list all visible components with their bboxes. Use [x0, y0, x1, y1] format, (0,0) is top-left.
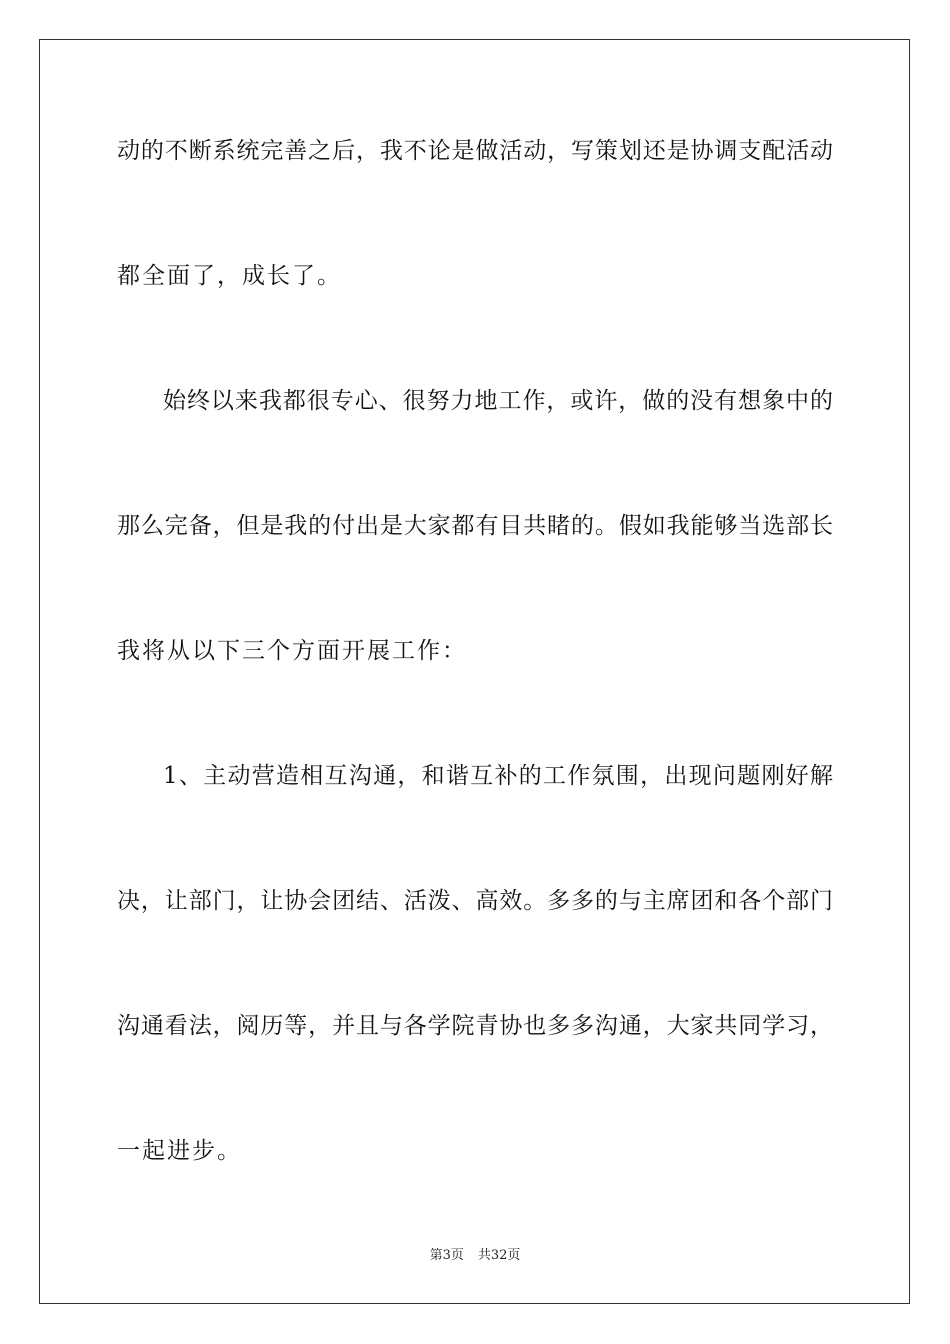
text-line-5: 我将从以下三个方面开展工作： — [117, 638, 467, 664]
text-line-7: 决，让部门，让协会团结、活泼、高效。多多的与主席团和各个部门 — [117, 888, 833, 914]
page-border — [39, 39, 910, 1304]
page-footer — [0, 1247, 950, 1265]
total-pages: 共32页 — [477, 1248, 521, 1263]
text-line-3: 始终以来我都很专心、很努力地工作，或许，做的没有想象中的 — [163, 388, 833, 414]
text-line-4: 那么完备，但是我的付出是大家都有目共睹的。假如我能够当选部长 — [117, 513, 833, 539]
text-line-9: 一起进步。 — [117, 1138, 242, 1164]
text-line-8: 沟通看法，阅历等，并且与各学院青协也多多沟通，大家共同学习， — [117, 1013, 833, 1039]
text-line-1: 动的不断系统完善之后，我不论是做活动，写策划还是协调支配活动 — [117, 138, 833, 164]
page-number: 第3页 — [429, 1248, 464, 1263]
text-line-6: 1、主动营造相互沟通，和谐互补的工作氛围，出现问题刚好解 — [163, 763, 833, 789]
text-line-2: 都全面了，成长了。 — [117, 263, 342, 289]
